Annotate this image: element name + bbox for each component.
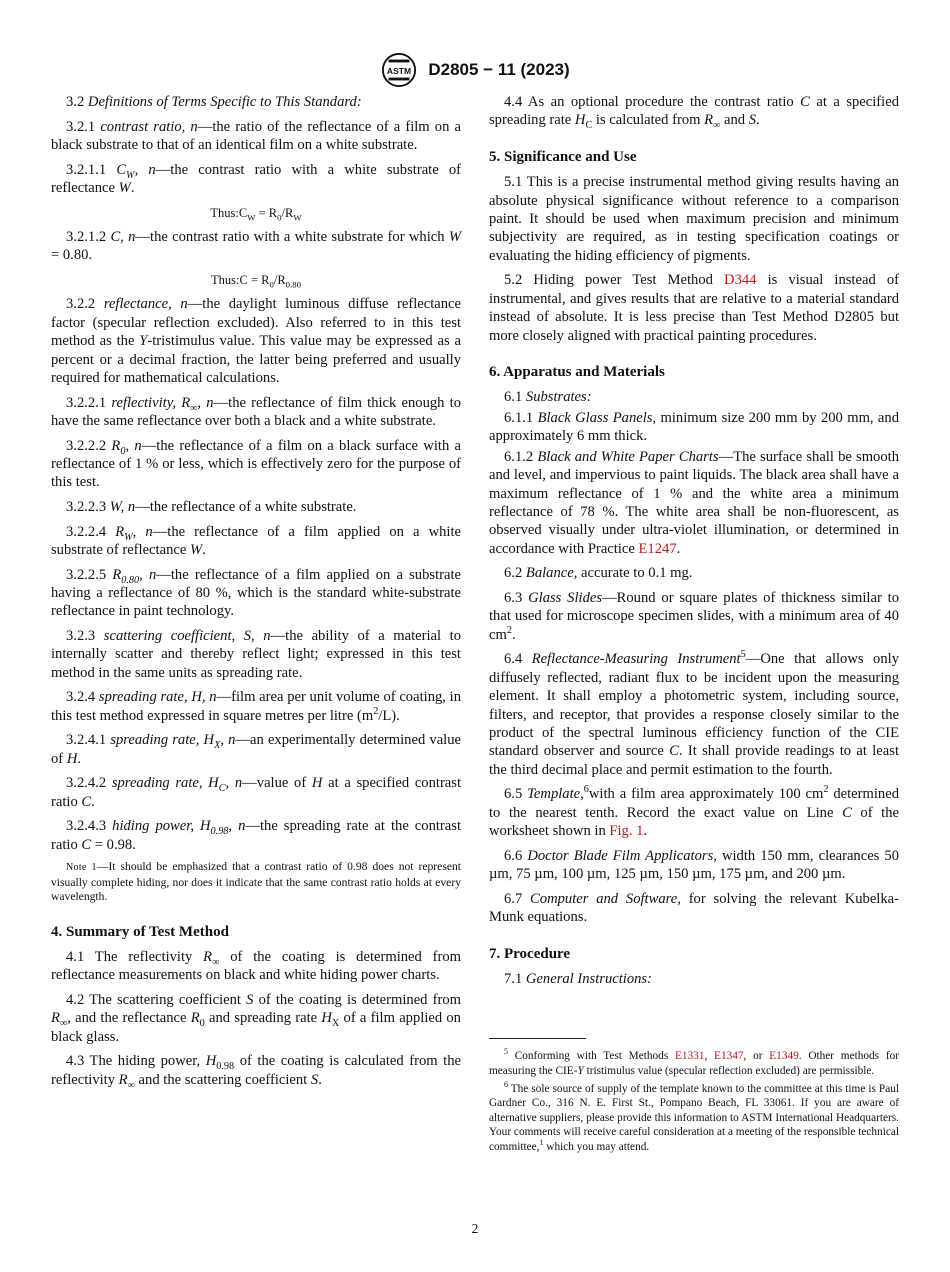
section-3-2-3: 3.2.3 scattering coefficient, S, n—the ability of a material to internally scatter and thereby reflect light; expressed in this test method in the same units as spreading rate. <box>51 628 462 681</box>
note-1: Note 1—It should be emphasized that a contrast ratio of 0.98 does not represent visually complete hiding, nor does it indicate that the same contrast ratio holds at every wavelength. <box>51 860 461 904</box>
section-3-2-4-3: 3.2.4.3 hiding power, $H_{0.98}$, n—the spreading rate at the contrast ratio C = 0.98. <box>51 818 461 853</box>
page-header <box>0 52 950 88</box>
section-5-2: 5.2 Hiding power Test Method D344 is visual instead of instrumental, and gives results that are relative to a material standard instead of absolute. It is less precise than Test Method D2805 but more closely aligned with practical painting procedures. <box>489 272 899 344</box>
section-6-4: 6.4 Reflectance-Measuring Instrument$^5$—One that allows only diffusely reflected, radiant flux to be incident upon the measuring element. It shall employ a photometric system, including source, filters, and receptor, that provides a response closely similar to the product of the spectral luminous efficiency function of the CIE standard observer and source C. It shall provide readings to at least the third decimal place and permit estimation to the fourth. <box>489 649 899 778</box>
equation-c: Thus:C = $R_0/R_{0.80}$ <box>211 273 301 290</box>
astm-logo-icon <box>380 52 418 88</box>
link-e1247[interactable]: E1247 <box>638 540 677 557</box>
heading-section-7: 7. Procedure <box>489 945 571 962</box>
heading-section-5: 5. Significance and Use <box>489 148 637 165</box>
equation-cw: $Thus:C_W = R_0/R_W$ <box>210 205 302 223</box>
standard-designation: D2805 − 11 (2023) <box>428 60 570 79</box>
footnote-5: $^5$ Conforming with Test Methods E1331, E1347, or E1349. Other methods for measuring the CIE-Y tristimulus value (specular reflection excluded) are permissible. <box>489 1047 899 1077</box>
section-3-2-4-1: 3.2.4.1 spreading rate, $H_X$, n—an experimentally determined value of H. <box>51 732 461 767</box>
section-6-6: 6.6 Doctor Blade Film Applicators, width 150 mm, clearances 50 µm, 75 µm, 100 µm, 125 µm, 150 µm, 175 µm, and 200 µm. <box>489 847 899 883</box>
section-3-2: 3.2 Definitions of Terms Specific to This Standard: <box>66 94 362 110</box>
section-6-1-1: 6.1.1 Black Glass Panels, minimum size 200 mm by 200 mm, and approximately 6 mm thick. <box>489 409 900 445</box>
footnote-ref-5: 5 <box>740 649 746 661</box>
section-3-2-2: 3.2.2 reflectance, n—the daylight luminous diffuse reflectance factor (specular reflection excluded). Also referred to in this test method as the Y-tristimulus value. This value may be expressed as a percent or a decimal fraction, the latter being preferred and usually required for mathematical calculations. <box>51 296 461 387</box>
link-e1349[interactable]: E1349 <box>769 1050 799 1063</box>
heading-section-6: 6. Apparatus and Materials <box>489 364 665 381</box>
section-6-2: 6.2 Balance, accurate to 0.1 mg. <box>504 565 693 582</box>
link-fig-1[interactable]: Fig. 1 <box>609 823 644 840</box>
section-6-3: 6.3 Glass Slides—Round or square plates of thickness similar to that used for microscope specimen slides, with a minimum area of 40 $cm^2$. <box>489 589 900 643</box>
section-3-2-2-4: 3.2.2.4 $R_W$, n—the reflectance of a film applied on a white substrate of reflectance W. <box>51 523 462 559</box>
footnote-6: $^6$ The sole source of supply of the template known to the committee at this time is Paul Gardner Co., 316 N. E. First St., Pompano Beach, FL 33061. If you are aware of alternative suppliers, please provide this information to ASTM International Headquarters. Your comments will receive careful consideration at a meeting of the responsible technical committee,$^1$ which you may attend. <box>489 1079 899 1153</box>
link-e1331[interactable]: E1331 <box>674 1050 705 1063</box>
section-3-2-4-2: 3.2.4.2 spreading rate, $H_C$, n—value of H at a specified contrast ratio C. <box>51 775 462 810</box>
section-6-7: 6.7 Computer and Software, for solving the relevant Kubelka-Munk equations. <box>489 890 899 926</box>
section-3-2-1-2: 3.2.1.2 C, n—the contrast ratio with a white substrate for which W = 0.80. <box>51 229 461 264</box>
page-number: 2 <box>471 1221 479 1236</box>
right-column <box>489 93 899 1158</box>
section-4-2: 4.2 The scattering coefficient S of the coating is determined from $R_\infty$, and the reflectance $R_0$ and spreading rate $H_X$ of a film applied on black glass. <box>51 992 461 1045</box>
section-4-3: 4.3 The hiding power, $H_{0.98}$ of the coating is calculated from the reflectivity $R_\infty$ and the scattering coefficient S. <box>51 1053 461 1091</box>
section-6-5: 6.5 Template,$^6$with a film area approximately 100 $cm^2$ determined to the nearest tenth. Record the exact value on Line C of the worksheet shown in Fig. 1. <box>489 784 899 840</box>
section-6-1-2: 6.1.2 Black and White Paper Charts—The surface shall be smooth and level, and impervious to paint liquids. The black area shall have a maximum reflectance of 1 % and the white area a minimum reflectance of 78 %. The white area shall be non-fluorescent, as observed visually under ultra-violet illumination, or determined in accordance with Practice E1247. <box>489 448 899 557</box>
section-4-4: 4.4 As an optional procedure the contrast ratio C at a specified spreading rate $H_C$ is calculated from $R_\infty$ and S. <box>489 94 899 132</box>
link-d344[interactable]: D344 <box>724 272 757 289</box>
section-6-1: 6.1 Substrates: <box>504 389 592 406</box>
section-3-2-2-3: 3.2.2.3 W, n—the reflectance of a white substrate. <box>66 499 357 516</box>
left-column <box>51 93 461 1095</box>
logo-text: ASTM <box>387 65 412 76</box>
section-3-2-2-2: 3.2.2.2 $R_0$, n—the reflectance of a film on a black surface with a reflectance of 1 % or less, which is effectively zero for the purpose of this test. <box>51 437 461 491</box>
section-3-2-2-5: 3.2.2.5 $R_{0.80}$, n—the reflectance of a film applied on a substrate having a reflectance of 80 %, which is the standard white-substrate reflectance in paint technology. <box>51 566 462 620</box>
section-3-2-2-1: 3.2.2.1 reflectivity, $R_\infty$, n—the reflectance of film thick enough to have the same reflectance over both a black and a white substrate. <box>51 394 461 430</box>
footnote-divider <box>489 1038 586 1039</box>
link-e1347[interactable]: E1347 <box>714 1050 744 1063</box>
section-3-2-1-1: 3.2.1.1 $C_W$, n—the contrast ratio with a white substrate of reflectance W. <box>51 161 462 196</box>
section-7-1: 7.1 General Instructions: <box>504 970 652 987</box>
heading-section-4: 4. Summary of Test Method <box>51 923 229 940</box>
section-4-1: 4.1 The reflectivity $R_\infty$ of the coating is determined from reflectance measurements on black and white hiding power charts. <box>51 949 462 984</box>
footnote-ref-6: 6 <box>583 784 589 796</box>
section-5-1: 5.1 This is a precise instrumental method giving results having an absolute physical significance without reference to a comparison paint. It should be used when maximum precision and minimum subjectivity are required, as in testing specification coatings or evaluating the hiding efficiency of pigments. <box>489 174 899 264</box>
section-3-2-1: 3.2.1 contrast ratio, n—the ratio of the reflectance of a film on a black substrate to that of an identical film on a white substrate. <box>51 118 461 153</box>
section-3-2-4: 3.2.4 spreading rate, H, n—film area per unit volume of coating, in this test method expressed in square metres per litre $(m^2/L)$. <box>51 689 462 724</box>
